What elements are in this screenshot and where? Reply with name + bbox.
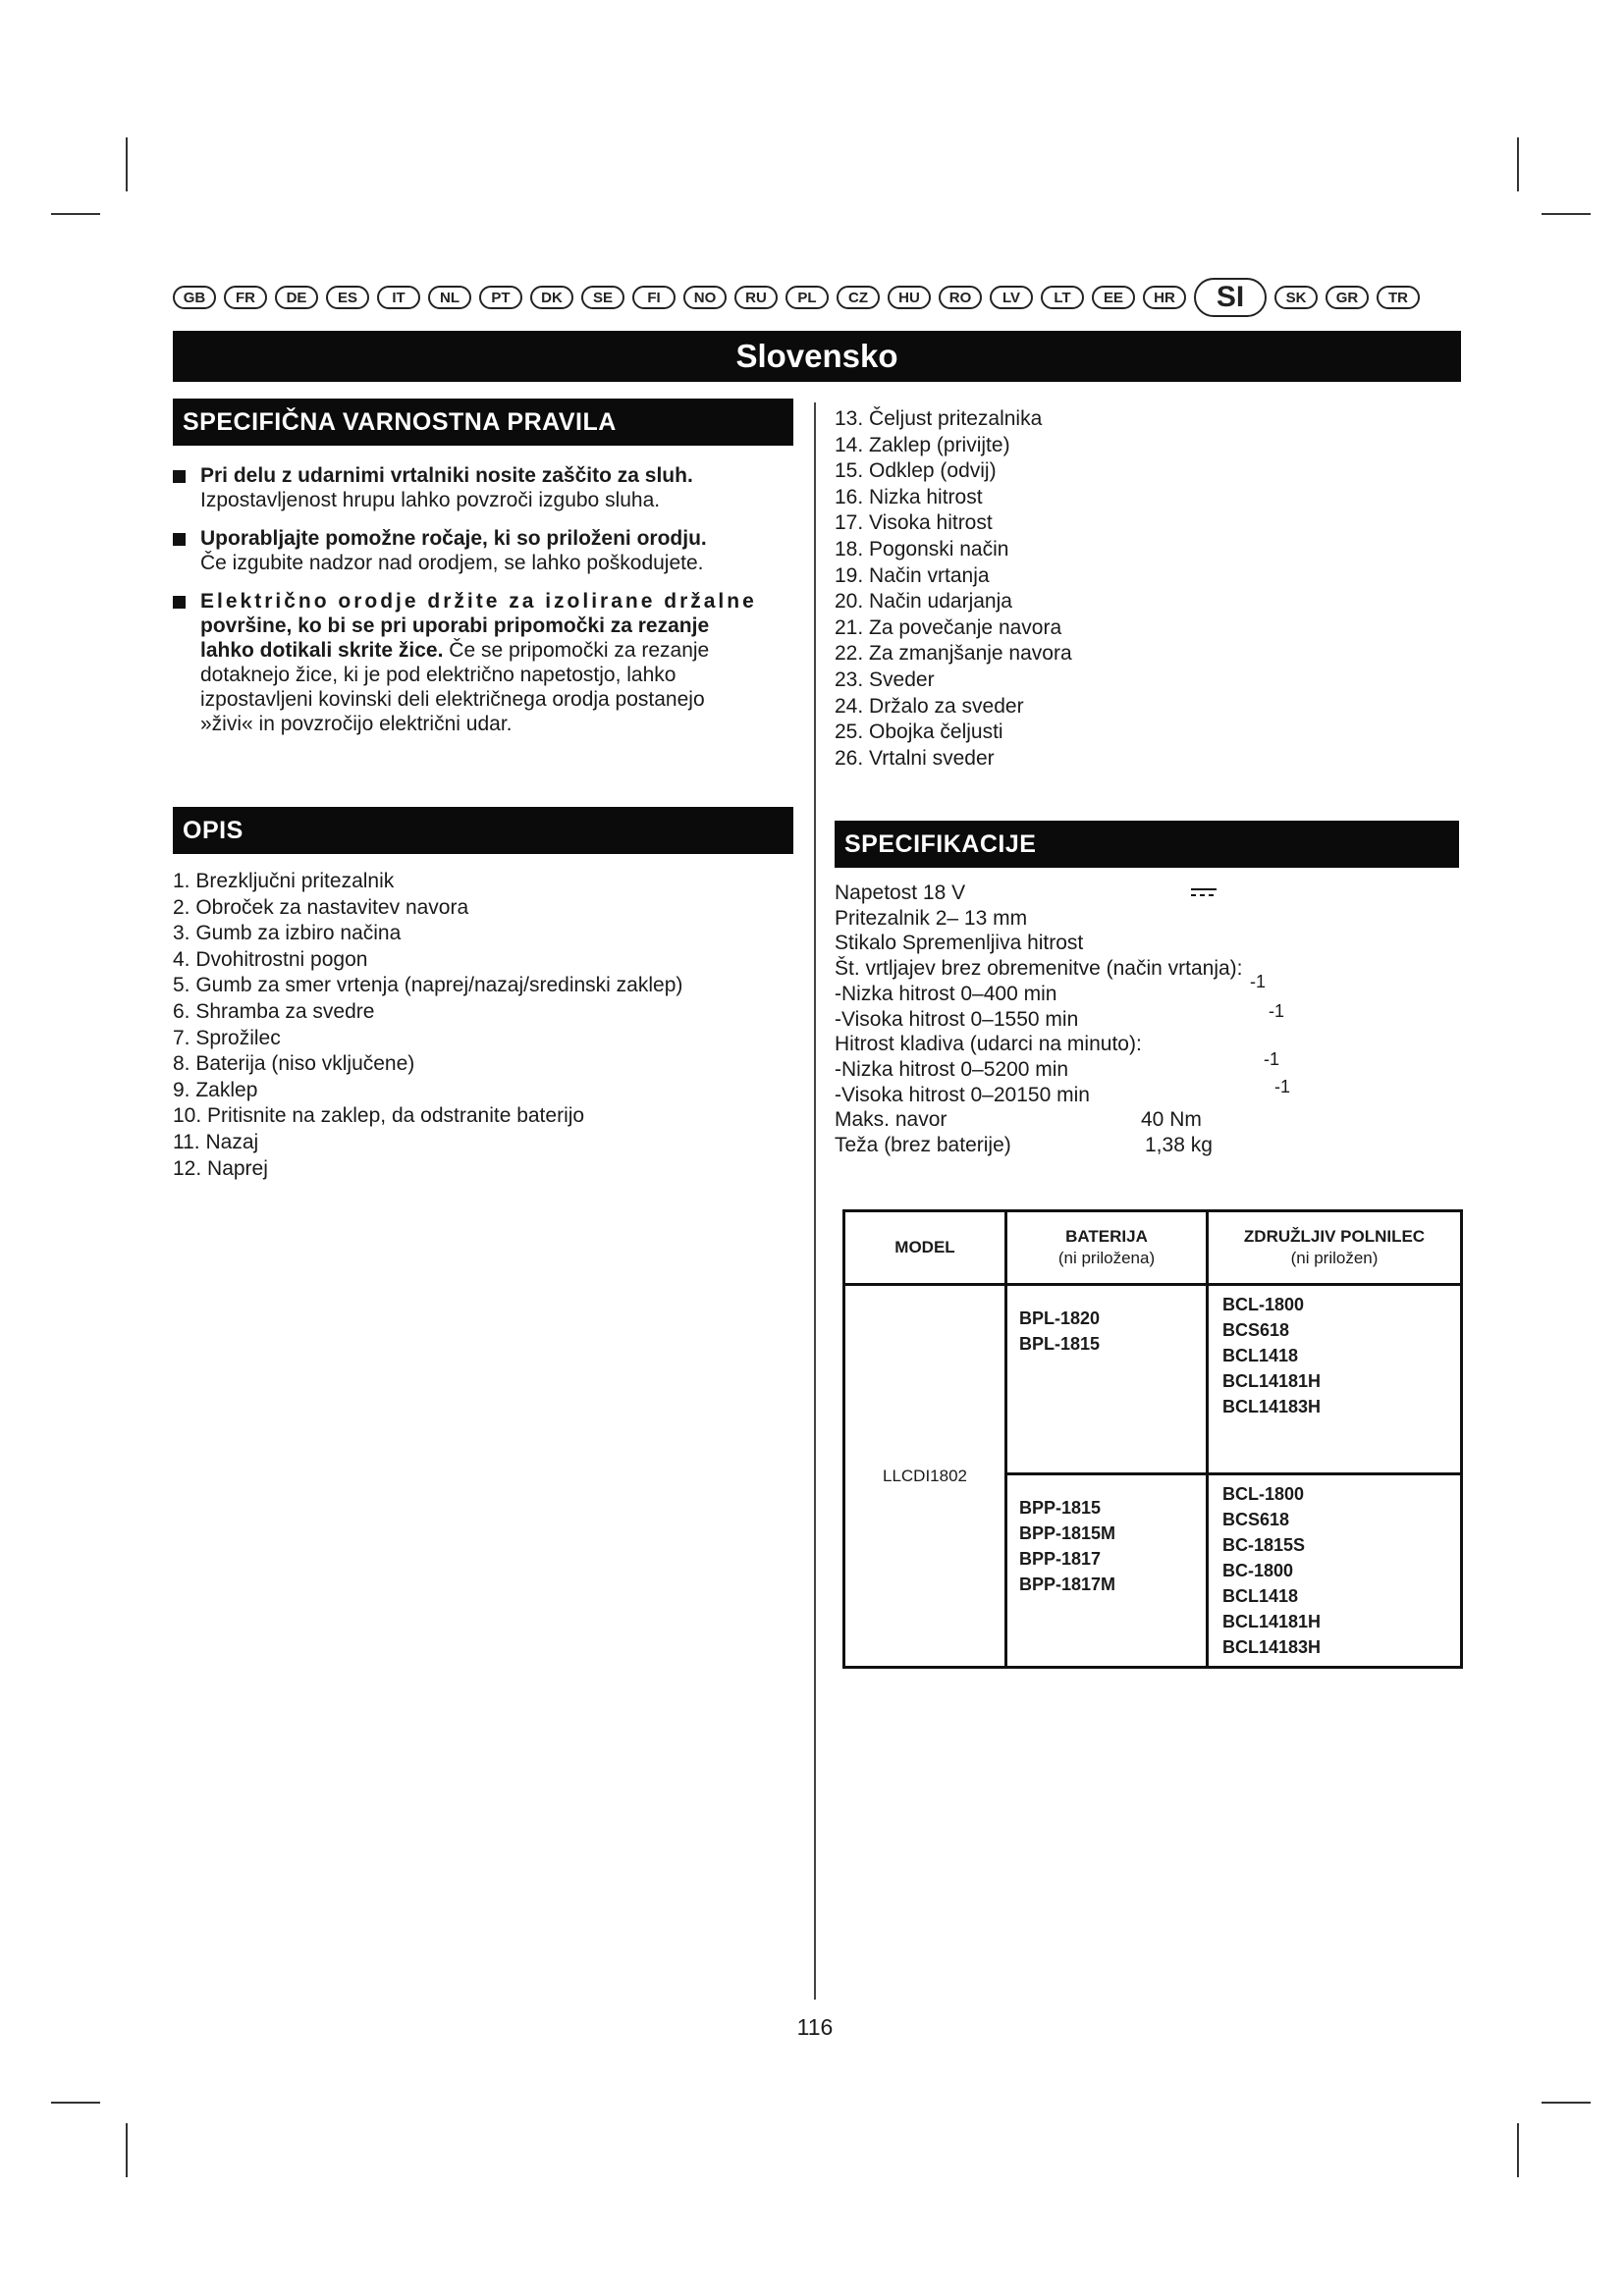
safety-bullet-2 <box>173 526 793 575</box>
charger-item: BCL14181H <box>1222 1371 1322 1391</box>
bullet-bold-text: Uporabljajte pomožne ročaje, ki so priloženi orodju. <box>200 527 707 550</box>
charger-item: BCL1418 <box>1222 1586 1299 1606</box>
spec-switch: Stikalo Spremenljiva hitrost <box>835 932 1084 955</box>
spec-chuck: Pritezalnik 2– 13 mm <box>835 906 1028 930</box>
list-item: 13. Čeljust pritezalnika <box>835 407 1043 430</box>
bullet-text: dotaknejo žice, ki je pod električno napetostjo, lahko <box>200 664 677 686</box>
battery-item: BPP-1817 <box>1019 1549 1102 1569</box>
crop-mark <box>1517 137 1519 191</box>
charger-item: BCS618 <box>1222 1510 1290 1529</box>
language-bar <box>173 278 1469 317</box>
list-item: 3. Gumb za izbiro načina <box>173 922 402 945</box>
page-title: Slovensko <box>173 331 1461 382</box>
language-badge-it[interactable]: IT <box>377 286 420 309</box>
crop-mark <box>1542 2102 1591 2104</box>
language-badge-no[interactable]: NO <box>683 286 727 309</box>
charger-item: BCS618 <box>1222 1320 1290 1340</box>
language-badge-dk[interactable]: DK <box>530 286 573 309</box>
list-item: 16. Nizka hitrost <box>835 485 983 508</box>
language-badge-gr[interactable]: GR <box>1326 286 1369 309</box>
battery-item: BPP-1817M <box>1019 1575 1116 1594</box>
bullet-bold-text: površine, ko bi se pri uporabi pripomočki za rezanje <box>200 614 710 637</box>
language-badge-se[interactable]: SE <box>581 286 624 309</box>
unit-exponent: -1 <box>1274 1076 1291 1096</box>
battery-cell <box>1006 1285 1208 1474</box>
crop-mark <box>1517 2123 1519 2177</box>
charger-item: BCL14183H <box>1222 1637 1322 1657</box>
list-item: 12. Naprej <box>173 1156 268 1180</box>
language-badge-cz[interactable]: CZ <box>837 286 880 309</box>
charger-cell <box>1208 1474 1462 1668</box>
table-header-charger: ZDRUŽLJIV POLNILEC (ni priložen) <box>1208 1211 1462 1285</box>
list-item: 25. Obojka čeljusti <box>835 721 1003 744</box>
list-item: 24. Držalo za sveder <box>835 694 1024 718</box>
list-item: 18. Pogonski način <box>835 537 1009 561</box>
spec-weight <box>835 1133 1326 1158</box>
crop-mark <box>1542 213 1591 215</box>
bullet-text: izpostavljeni kovinski deli električnega orodja postanejo <box>200 688 705 711</box>
language-badge-hu[interactable]: HU <box>888 286 931 309</box>
list-item: 20. Način udarjanja <box>835 590 1012 614</box>
language-badge-si[interactable]: SI <box>1194 278 1267 317</box>
charger-item: BCL14181H <box>1222 1612 1322 1631</box>
spec-text: -Visoka hitrost 0–1550 min <box>835 1007 1079 1031</box>
spec-label: Teža (brez baterije) <box>835 1134 1011 1157</box>
spec-text: -Visoka hitrost 0–20150 min <box>835 1083 1090 1106</box>
list-item: 23. Sveder <box>835 667 935 691</box>
language-badge-pt[interactable]: PT <box>479 286 522 309</box>
bullet-text: Izpostavljenost hrupu lahko povzroči izgubo sluha. <box>200 489 661 511</box>
list-item: 6. Shramba za svedre <box>173 999 375 1023</box>
unit-exponent: -1 <box>1264 1048 1280 1069</box>
list-item: 2. Obroček za nastavitev navora <box>173 895 469 919</box>
list-item: 17. Visoka hitrost <box>835 511 993 535</box>
language-badge-nl[interactable]: NL <box>428 286 471 309</box>
safety-heading: SPECIFIČNA VARNOSTNA PRAVILA <box>173 399 793 446</box>
language-badge-sk[interactable]: SK <box>1274 286 1318 309</box>
battery-item: BPL-1815 <box>1019 1334 1101 1354</box>
language-badge-de[interactable]: DE <box>275 286 318 309</box>
charger-item: BCL14183H <box>1222 1397 1322 1416</box>
bullet-bold-text: Pri delu z udarnimi vrtalniki nosite zaščito za sluh. <box>200 464 693 487</box>
language-badge-tr[interactable]: TR <box>1377 286 1420 309</box>
crop-mark <box>51 2102 100 2104</box>
crop-mark <box>126 2123 128 2177</box>
crop-mark <box>126 137 128 191</box>
spec-no-load-speed: Št. vrtljajev brez obremenitve (način vrtanja): <box>835 957 1243 981</box>
spec-low-speed-hammer <box>835 1048 1326 1083</box>
list-item: 4. Dvohitrostni pogon <box>173 947 368 971</box>
page-number: 116 <box>796 2014 834 2040</box>
language-badge-ru[interactable]: RU <box>734 286 778 309</box>
list-item: 21. Za povečanje navora <box>835 615 1062 639</box>
list-item: 8. Baterija (niso vključene) <box>173 1052 415 1076</box>
bullet-square-icon <box>173 596 186 609</box>
spec-voltage: Napetost 18 V <box>835 881 966 904</box>
unit-exponent: -1 <box>1250 971 1267 991</box>
language-badge-fr[interactable]: FR <box>224 286 267 309</box>
spec-text: -Nizka hitrost 0–5200 min <box>835 1057 1069 1081</box>
charger-item: BCL-1800 <box>1222 1295 1305 1314</box>
list-item: 9. Zaklep <box>173 1078 258 1101</box>
opis-list <box>173 869 682 1182</box>
compatibility-table <box>842 1209 1463 1669</box>
list-item: 14. Zaklep (privijte) <box>835 433 1010 456</box>
spec-list <box>835 881 1326 1158</box>
language-badge-lv[interactable]: LV <box>990 286 1033 309</box>
battery-item: BPP-1815 <box>1019 1498 1102 1518</box>
list-item: 1. Brezključni pritezalnik <box>173 870 395 892</box>
table-header-model: MODEL <box>844 1211 1006 1285</box>
language-badge-ro[interactable]: RO <box>939 286 982 309</box>
list-item: 7. Sprožilec <box>173 1026 281 1049</box>
language-badge-fi[interactable]: FI <box>632 286 676 309</box>
language-badge-ee[interactable]: EE <box>1092 286 1135 309</box>
charger-cell <box>1208 1285 1462 1474</box>
charger-item: BC-1800 <box>1222 1561 1294 1580</box>
bullet-bold-text: lahko dotikali skrite žice. <box>200 639 444 662</box>
battery-item: BPL-1820 <box>1019 1308 1101 1328</box>
bullet-text: »živi« in povzročijo električni udar. <box>200 713 513 735</box>
battery-cell <box>1006 1474 1208 1668</box>
crop-mark <box>51 213 100 215</box>
charger-item: BCL-1800 <box>1222 1484 1305 1504</box>
language-badge-gb[interactable]: GB <box>173 286 216 309</box>
spec-low-speed-drill <box>835 971 1326 1007</box>
spec-label: Maks. navor <box>835 1108 947 1132</box>
spec-max-torque <box>835 1107 1326 1133</box>
list-item: 19. Način vrtanja <box>835 563 990 587</box>
spec-heading: SPECIFIKACIJE <box>835 821 1459 868</box>
language-badge-es[interactable]: ES <box>326 286 369 309</box>
column-divider <box>814 402 816 2000</box>
bullet-square-icon <box>173 533 186 546</box>
bullet-text: Če se pripomočki za rezanje <box>443 639 710 662</box>
spec-value: 40 Nm <box>1141 1108 1202 1132</box>
charger-item: BC-1815S <box>1222 1535 1306 1555</box>
opis-heading: OPIS <box>173 807 793 854</box>
safety-bullet-1 <box>173 463 793 512</box>
safety-bullet-3 <box>173 589 793 736</box>
battery-item: BPP-1815M <box>1019 1523 1116 1543</box>
list-item: 15. Odklep (odvij) <box>835 459 997 483</box>
table-header-battery: BATERIJA (ni priložena) <box>1006 1211 1208 1285</box>
list-item: 11. Nazaj <box>173 1130 259 1153</box>
spec-text: -Nizka hitrost 0–400 min <box>835 982 1057 1005</box>
charger-item: BCL1418 <box>1222 1346 1299 1365</box>
language-badge-pl[interactable]: PL <box>785 286 829 309</box>
opis-list-continued <box>835 406 1072 772</box>
spec-high-speed-hammer <box>835 1076 1326 1108</box>
bullet-square-icon <box>173 470 186 483</box>
spec-high-speed-drill <box>835 1000 1326 1033</box>
list-item: 10. Pritisnite na zaklep, da odstranite baterijo <box>173 1104 585 1128</box>
bullet-bold-text: Električno orodje držite za izolirane držalne <box>200 590 757 613</box>
language-badge-lt[interactable]: LT <box>1041 286 1084 309</box>
spec-value: 1,38 kg <box>1145 1134 1213 1157</box>
list-item: 22. Za zmanjšanje navora <box>835 642 1072 666</box>
language-badge-hr[interactable]: HR <box>1143 286 1186 309</box>
spec-hammer-rate: Hitrost kladiva (udarci na minuto): <box>835 1033 1142 1056</box>
list-item: 5. Gumb za smer vrtenja (naprej/nazaj/sredinski zaklep) <box>173 974 683 997</box>
unit-exponent: -1 <box>1269 1000 1285 1021</box>
list-item: 26. Vrtalni sveder <box>835 746 995 770</box>
model-cell: LLCDI1802 <box>844 1285 1006 1668</box>
bullet-text: Če izgubite nadzor nad orodjem, se lahko poškodujete. <box>200 552 704 574</box>
